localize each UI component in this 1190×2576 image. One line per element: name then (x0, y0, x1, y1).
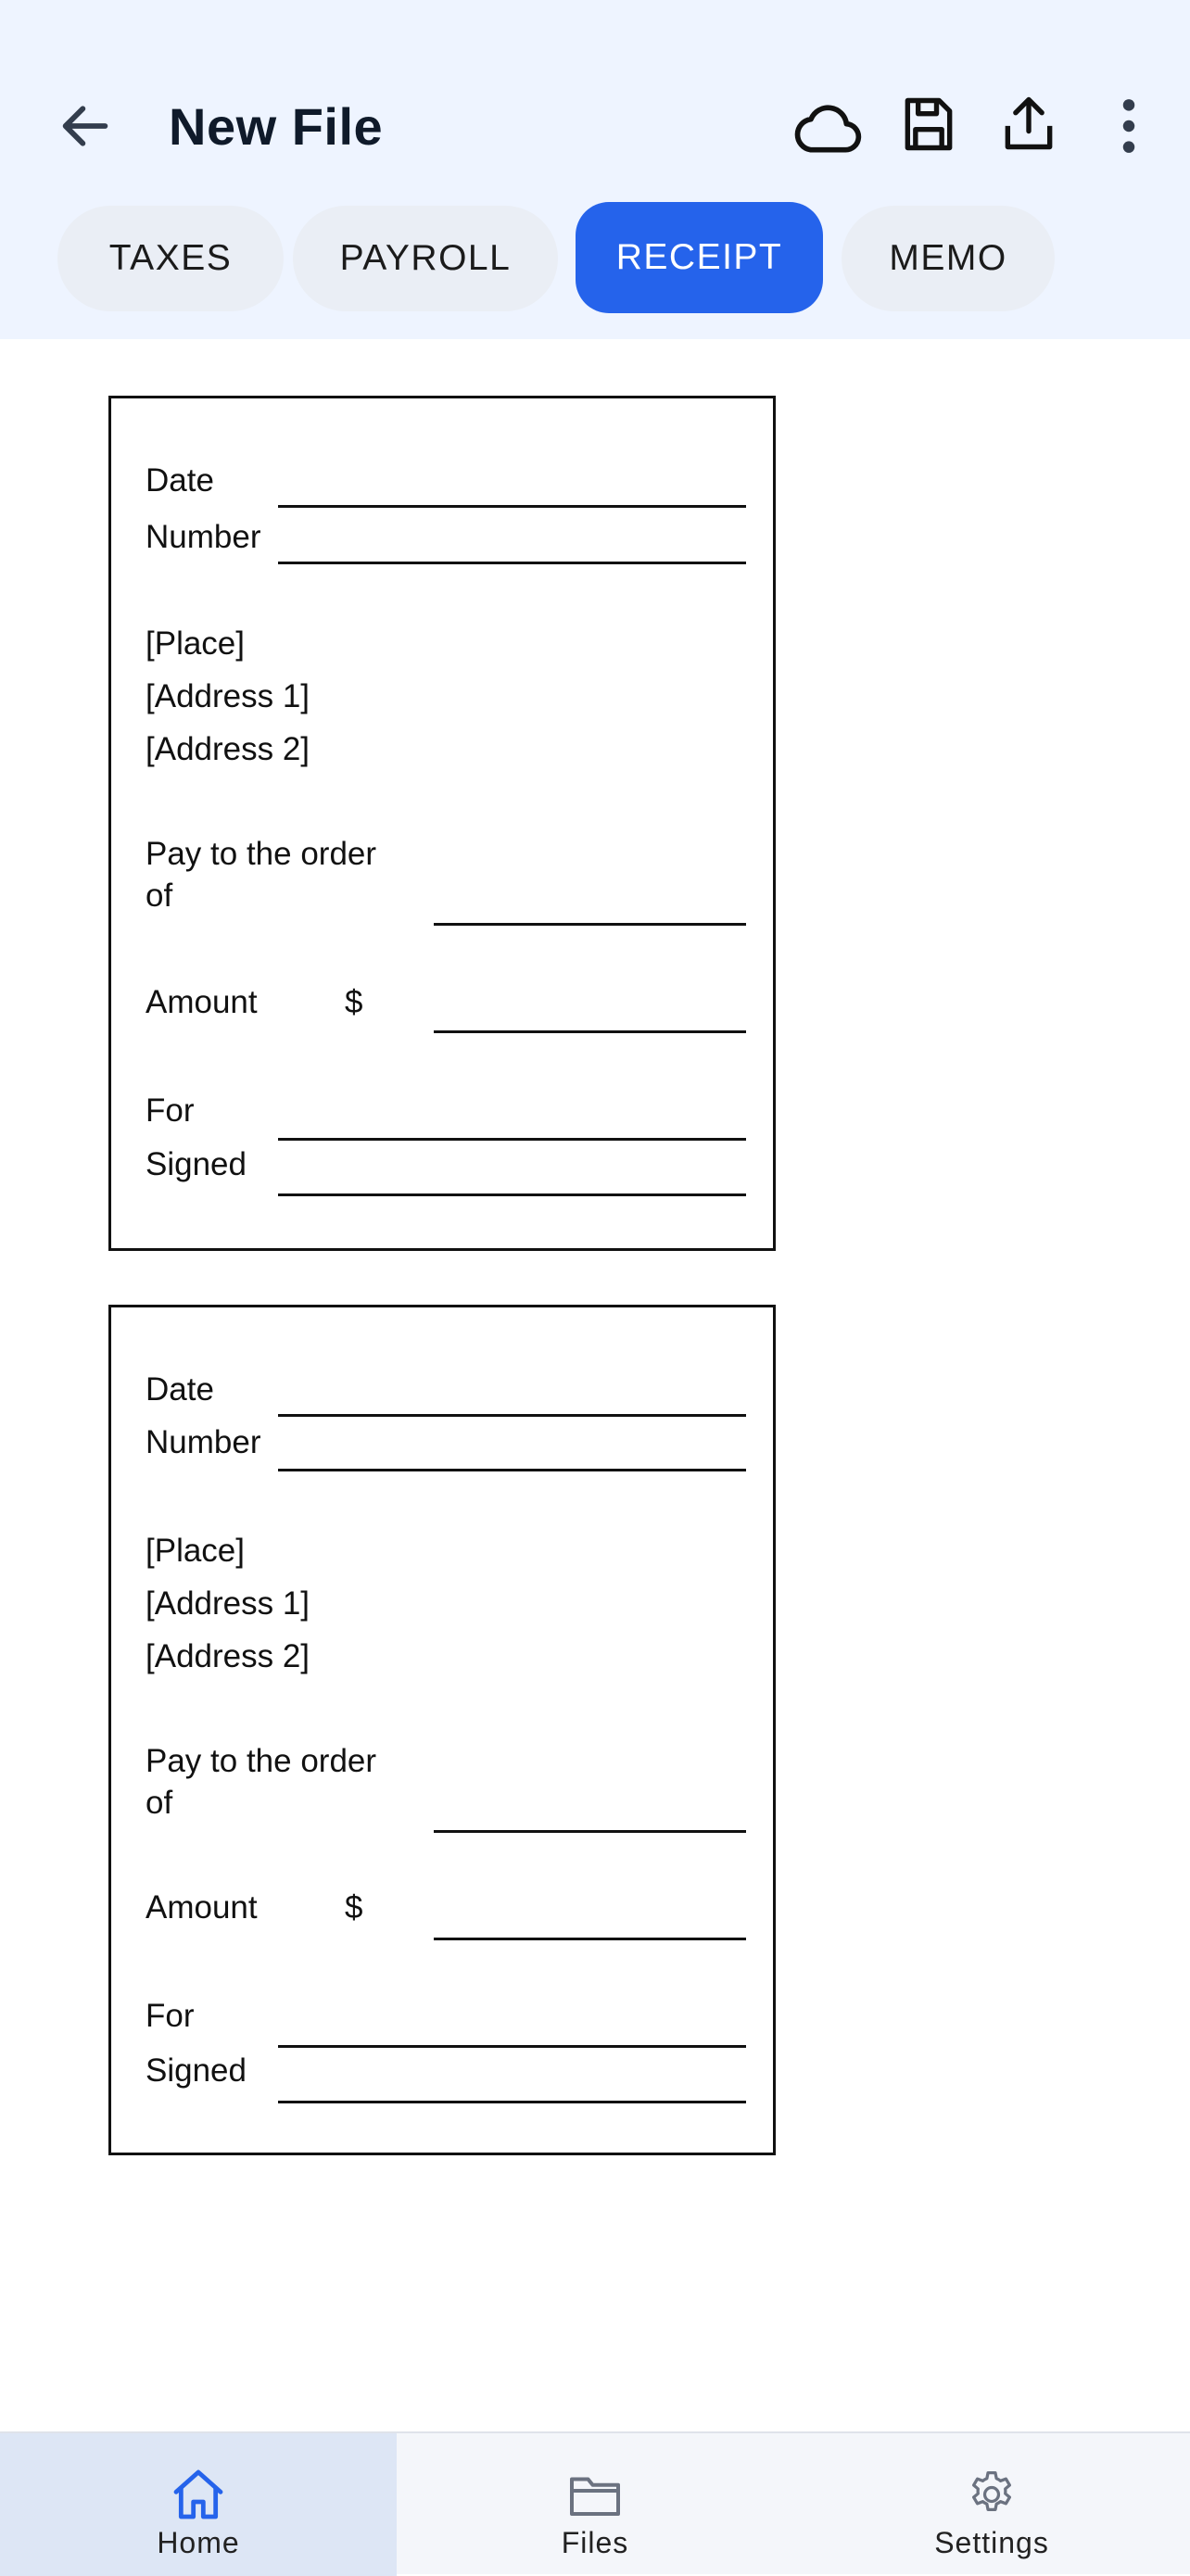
tab-label: RECEIPT (615, 237, 783, 277)
bottom-navigation (0, 2431, 1190, 2574)
amount-label: Amount (146, 1889, 258, 1926)
app-bar (0, 0, 1190, 339)
more-vertical-icon[interactable] (1114, 95, 1144, 158)
amount-line[interactable] (434, 1938, 746, 1940)
share-icon[interactable] (997, 89, 1060, 158)
receipt-form-1[interactable] (108, 396, 776, 1251)
page-title: New File (169, 97, 384, 156)
tab-label: PAYROLL (339, 238, 512, 278)
for-line[interactable] (278, 1138, 746, 1141)
tab-taxes[interactable] (57, 206, 284, 311)
home-icon (169, 2467, 228, 2522)
back-arrow-icon[interactable] (56, 96, 115, 156)
address1-text: [Address 1] (146, 678, 310, 714)
nav-label-files: Files (561, 2526, 629, 2559)
number-line[interactable] (278, 1469, 746, 1471)
address2-text: [Address 2] (146, 1638, 310, 1674)
signed-line[interactable] (278, 1193, 746, 1196)
address1-text: [Address 1] (146, 1585, 310, 1622)
date-label: Date (146, 462, 214, 499)
for-label: For (146, 1092, 195, 1129)
currency-symbol: $ (345, 984, 363, 1020)
address2-text: [Address 2] (146, 731, 310, 767)
number-label: Number (146, 519, 261, 555)
pay-to-label-of: of (146, 1785, 173, 1821)
number-line[interactable] (278, 562, 746, 564)
pay-to-label: Pay to the order (146, 1743, 377, 1779)
payee-line[interactable] (434, 923, 746, 926)
place-text: [Place] (146, 625, 245, 662)
receipt-form-2[interactable] (108, 1305, 776, 2155)
place-text: [Place] (146, 1533, 245, 1569)
date-line[interactable] (278, 1414, 746, 1417)
nav-item-files[interactable] (397, 2433, 793, 2576)
signed-label: Signed (146, 2052, 247, 2089)
pay-to-label: Pay to the order (146, 836, 377, 872)
nav-label-settings: Settings (934, 2526, 1049, 2559)
nav-item-settings[interactable] (793, 2433, 1190, 2576)
number-label: Number (146, 1424, 261, 1460)
tab-payroll[interactable] (293, 206, 558, 311)
currency-symbol: $ (345, 1889, 363, 1926)
for-line[interactable] (278, 2045, 746, 2048)
gear-icon (966, 2469, 1018, 2520)
nav-label-home: Home (157, 2526, 240, 2559)
tab-memo[interactable] (842, 206, 1055, 311)
amount-label: Amount (146, 984, 258, 1020)
payee-line[interactable] (434, 1830, 746, 1833)
tab-label: MEMO (889, 238, 1007, 278)
for-label: For (146, 1998, 195, 2034)
signed-label: Signed (146, 1146, 247, 1182)
tab-label: TAXES (108, 238, 233, 278)
pay-to-label-of: of (146, 878, 173, 914)
tab-receipt[interactable] (576, 202, 823, 313)
document-canvas[interactable] (0, 339, 1190, 2431)
nav-item-home[interactable] (0, 2433, 397, 2576)
folder-icon (567, 2472, 623, 2519)
save-icon[interactable] (897, 91, 960, 158)
signed-line[interactable] (278, 2101, 746, 2103)
date-label: Date (146, 1371, 214, 1408)
amount-line[interactable] (434, 1030, 746, 1033)
cloud-icon[interactable] (791, 93, 865, 158)
date-line[interactable] (278, 505, 746, 508)
